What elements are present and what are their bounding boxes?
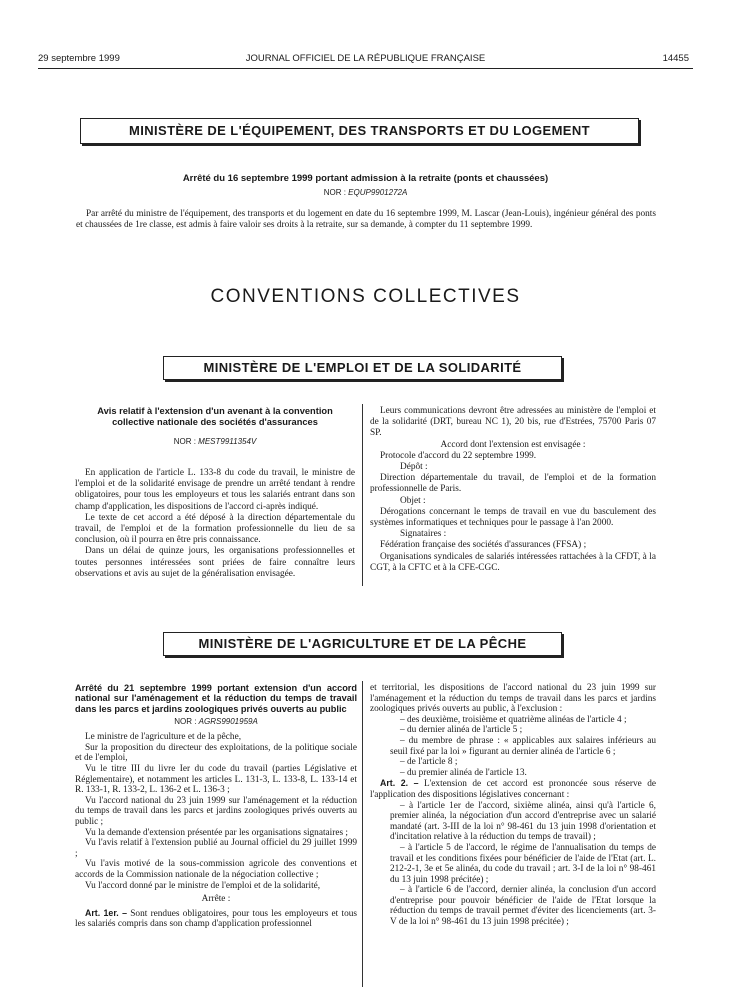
paragraph: Le texte de cet accord a été déposé à la direction départementale du travail, de l'emploi et de la formation professionnelle du lieu de sa conclusion, où il pourra en être pris connaissance. [75, 512, 355, 546]
header-date: 29 septembre 1999 [38, 53, 120, 64]
ministry-emploi-heading: MINISTÈRE DE L'EMPLOI ET DE LA SOLIDARITÉ [163, 356, 562, 380]
arrete-retraite-nor [0, 188, 731, 197]
avis-left-text [75, 468, 355, 580]
arrete-retraite-title: Arrêté du 16 septembre 1999 portant admission à la retraite (ponts et chaussées) [182, 173, 549, 184]
paragraph: Vu l'accord donné par le ministre de l'emploi et de la solidarité, [85, 880, 321, 891]
exclusion-item: – du premier alinéa de l'article 13. [400, 767, 527, 778]
arrete-zoo-right-column [370, 683, 656, 928]
paragraph: Vu l'avis relatif à l'extension publié au Journal officiel du 29 juillet 1999 ; [75, 838, 357, 859]
paragraph: Vu la demande d'extension présentée par les organisations signataires ; [85, 827, 348, 838]
paragraph: Protocole d'accord du 22 septembre 1999. [380, 450, 537, 461]
paragraph: Sur la proposition du directeur des exploitations, de la politique sociale et de l'emploi, [75, 742, 357, 764]
arrete-retraite-paragraph: Par arrêté du ministre de l'équipement, des transports et du logement en date du 16 septembre 1999, M. Lascar (Jean-Louis), ingénieur général des ponts et chaussées de 1re classe, est admis à faire valoir ses droits à la retraite, sur sa demande, à compter du 11 septembre 1999. [76, 209, 656, 231]
exclusion-item: – du membre de phrase : « applicables aux salaires inférieurs au seuil fixé par la loi » figurant au dernier alinéa de l'article 6 ; [390, 735, 656, 757]
nor-label: NOR : [173, 437, 196, 446]
article-1-label: Art. 1er. – [85, 907, 127, 918]
article-2-text: L'extension de cet accord est prononcée sous réserve de l'application des dispositions législatives concernant : [370, 779, 656, 800]
paragraph: Vu le titre III du livre Ier du code du travail (parties Législative et Réglementaire), et notamment les articles L. 131-3, L. 133-8, L. 133-14 et R. 133-1, R. 133-2, L. 136-2 et L. 136-3 ; [75, 764, 357, 796]
arrete-zoo-title: Arrêté du 21 septembre 1999 portant extension d'un accord national sur l'aménagement et la réduction du temps de travail dans les parcs et jardins zoologiques privés ouverts au public [75, 683, 357, 714]
paragraph: Leurs communications devront être adressées au ministère de l'emploi et de la solidarité (DRT, bureau NC 1), 20 bis, rue d'Estrées, 75700 Paris 07 SP. [370, 406, 656, 439]
ministry-agriculture-heading: MINISTÈRE DE L'AGRICULTURE ET DE LA PÊCHE [163, 632, 562, 656]
nor-code: AGRS9901959A [198, 717, 258, 727]
avis-right-column [370, 406, 656, 574]
article-1-text: Sont rendues obligatoires, pour tous les employeurs et tous les salariés compris dans son champ d'application professionnel [75, 908, 357, 930]
article-2 [370, 778, 656, 800]
paragraph: Accord dont l'extension est envisagée : [440, 439, 586, 450]
paragraph: Vu l'accord national du 23 juin 1999 sur l'aménagement et la réduction du temps de travail dans les parcs et jardins zoologiques privés ouverts au public ; [75, 795, 357, 827]
arrete-label: Arrête : [201, 894, 231, 905]
article-2-label: Art. 2. – [380, 778, 419, 789]
paragraph: Dérogations concernant le temps de travail en vue du basculement des systèmes informatiques et techniques pour le passage à l'an 2000. [370, 506, 656, 529]
label: Signataires : [400, 529, 447, 540]
column-divider [362, 681, 363, 987]
arrete-zoo-left-column [75, 683, 357, 930]
exclusion-item: – du dernier alinéa de l'article 5 ; [400, 725, 523, 736]
paragraph: Fédération française des sociétés d'assurances (FFSA) ; [380, 540, 587, 551]
header-page-number: 14455 [662, 53, 689, 64]
article-1 [75, 908, 357, 930]
nor-label: NOR : [323, 188, 346, 197]
reserve-item: – à l'article 1er de l'accord, sixième alinéa, ainsi qu'à l'article 6, premier alinéa, la négociation d'un accord d'entreprise avec un salarié mandaté (art. 3-III de la loi n° 98-461 du 13 juin 1998 d'orientation et d'incitation relative à la réduction du temps de travail) ; [390, 800, 656, 843]
exclusion-item: – des deuxième, troisième et quatrième alinéas de l'article 4 ; [400, 714, 627, 725]
header-journal: JOURNAL OFFICIEL DE LA RÉPUBLIQUE FRANÇAISE [245, 53, 486, 64]
label: Objet : [400, 495, 426, 506]
paragraph: et territorial, les dispositions de l'accord national du 23 juin 1999 sur l'aménagement et la réduction du temps de travail dans les parcs et jardins zoologiques privés ouverts au public, à l'exclusion : [370, 683, 656, 715]
ministry-equipement-heading: MINISTÈRE DE L'ÉQUIPEMENT, DES TRANSPORTS ET DU LOGEMENT [80, 118, 639, 144]
paragraph: Direction départementale du travail, de l'emploi et de la formation professionnelle de Paris. [370, 473, 656, 495]
nor-label: NOR : [174, 717, 197, 727]
label: Dépôt : [400, 462, 428, 473]
arrete-zoo-nor [75, 717, 357, 726]
reserve-item: – à l'article 5 de l'accord, le régime de l'annualisation du temps de travail et les conditions fixées pour bénéficier de l'aide de l'Etat (art. L. 212-2-1, 3e et 5e alinéa, du code du travail ; art. 3-I de la loi n° 98-461 du 13 juin 1998 précitée) ; [390, 842, 656, 885]
header-rule [38, 68, 693, 69]
reserve-item: – à l'article 6 de l'accord, dernier alinéa, la conclusion d'un accord d'entreprise pour pouvoir bénéficier de l'aide de l'Etat lorsque la réduction du temps de travail permet d'éviter des licenciements (art. 3-V de la loi n° 98-461 du 13 juin 1998 précitée) ; [390, 885, 656, 928]
paragraph: Le ministre de l'agriculture et de la pêche, [85, 732, 242, 743]
paragraph: En application de l'article L. 133-8 du code du travail, le ministre de l'emploi et de la solidarité envisage de prendre un arrêté tendant à rendre obligatoires, pour tous les employeurs et tous les salariés entrant dans son champ d'application, les dispositions de l'accord ci-après indiqué. [75, 468, 355, 512]
arrete-zoo-visas [75, 732, 357, 930]
column-divider [362, 404, 363, 586]
nor-code: MEST9911354V [198, 437, 257, 446]
section-title: CONVENTIONS COLLECTIVES [210, 286, 521, 307]
avis-title: Avis relatif à l'extension d'un avenant à la convention collective nationale des sociétés d'assurances [97, 406, 333, 427]
nor-code: EQUP9901272A [348, 188, 408, 197]
avis-left-column [75, 406, 355, 580]
paragraph: Vu l'avis motivé de la sous-commission agricole des conventions et accords de la Commission nationale de la négociation collective ; [75, 859, 357, 880]
exclusion-item: – de l'article 8 ; [400, 757, 458, 768]
avis-nor [75, 437, 355, 446]
paragraph: Organisations syndicales de salariés intéressées rattachées à la CFDT, à la CGT, à la CFTC et à la CFE-CGC. [370, 551, 656, 573]
arrete-retraite-text [76, 209, 656, 231]
paragraph: Dans un délai de quinze jours, les organisations professionnelles et toutes personnes intéressées sont priées de faire connaître leurs observations et avis au sujet de la généralisation envisagée. [75, 546, 355, 579]
